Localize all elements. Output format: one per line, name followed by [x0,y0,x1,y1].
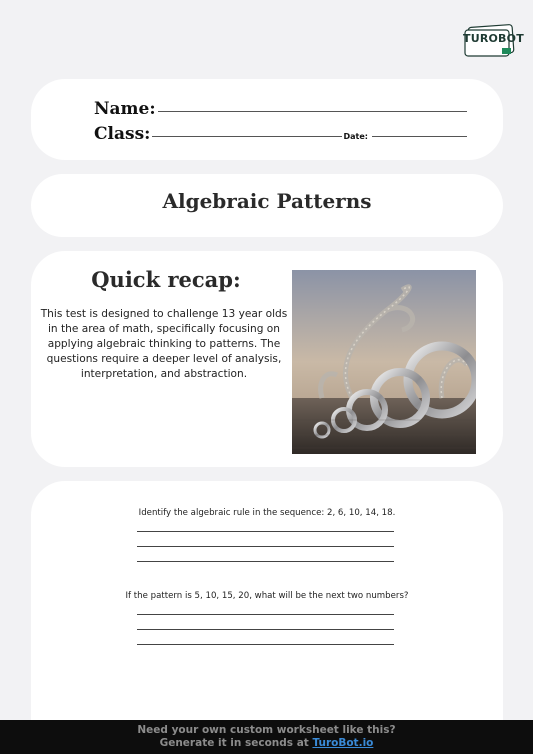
name-label: Name: [94,99,156,119]
recap-heading: Quick recap: [91,267,241,292]
promo-line-1: Need your own custom worksheet like this? [137,724,396,736]
answer-line[interactable] [137,561,394,562]
answer-line[interactable] [137,629,394,630]
question-1: Identify the algebraic rule in the sequence: 2, 6, 10, 14, 18. [138,508,396,518]
questions-card [31,481,503,741]
class-line[interactable] [152,136,341,137]
turobot-logo [463,24,524,58]
question-2: If the pattern is 5, 10, 15, 20, what will be the next two numbers? [125,591,409,601]
answer-line[interactable] [137,531,394,532]
name-line[interactable] [158,111,467,112]
answer-line[interactable] [137,546,394,547]
turobot-link[interactable]: TuroBot.io [312,737,374,749]
logo-text: TUROBOT [463,32,524,45]
spiral-sculpture-image [292,270,476,454]
promo-line-2 [0,737,533,750]
recap-card [31,251,503,467]
promo-footer [0,720,533,754]
promo-prefix: Generate it in seconds at [159,737,313,749]
date-line[interactable] [372,136,467,137]
recap-text: This test is designed to challenge 13 year olds in the area of math, specifically focusing on applying algebraic thinking to patterns. The questions require a deeper level of analysis, interpretation, and abstraction. [40,308,288,380]
worksheet-title: Algebraic Patterns [162,189,372,213]
title-card [31,174,503,237]
name-row [94,99,467,119]
answer-line[interactable] [137,614,394,615]
class-row [94,124,467,144]
answer-line[interactable] [137,644,394,645]
date-label: Date: [343,132,368,141]
class-label: Class: [94,124,151,144]
name-class-card [31,79,503,160]
